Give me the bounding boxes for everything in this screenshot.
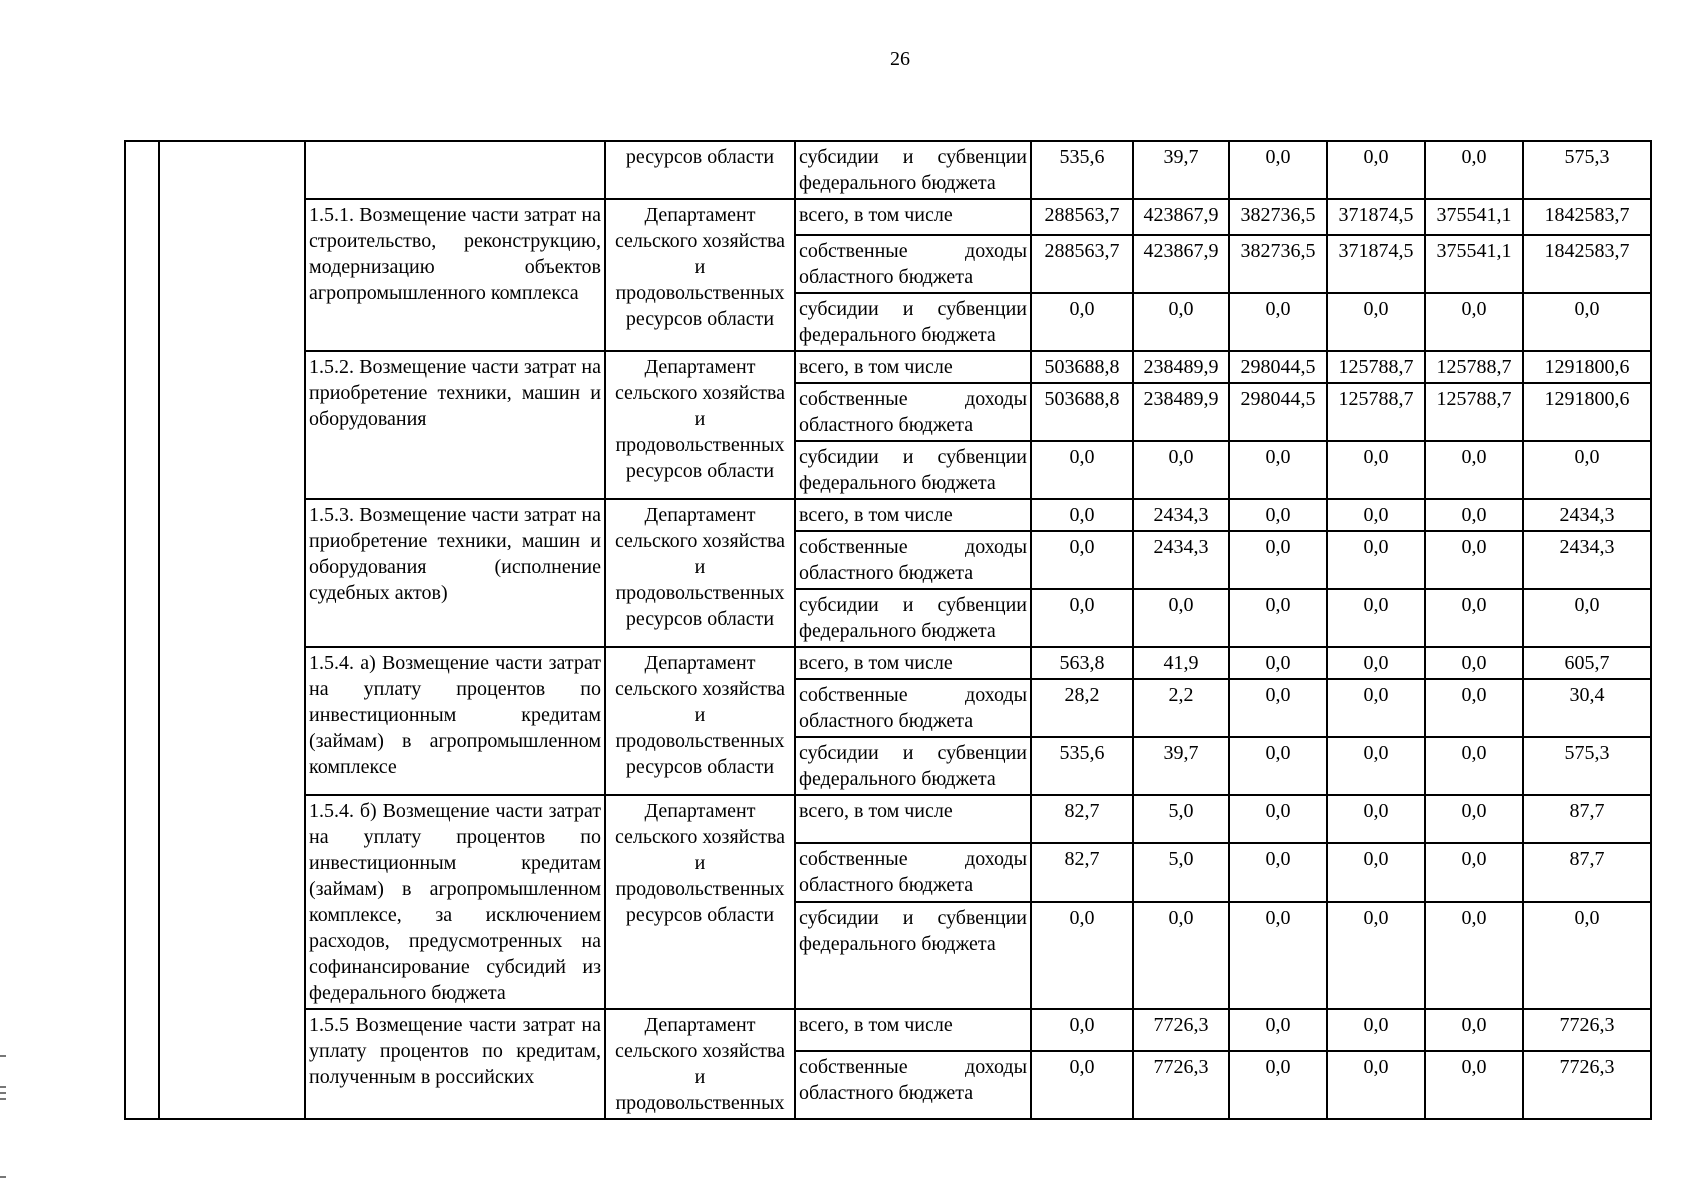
year-value-cell: 535,6	[1031, 141, 1133, 199]
year-value-cell: 0,0	[1031, 1009, 1133, 1051]
year-value-cell: 7726,3	[1133, 1009, 1229, 1051]
year-value-cell: 2,2	[1133, 679, 1229, 737]
total-value-cell: 7726,3	[1523, 1051, 1651, 1119]
year-value-cell: 0,0	[1229, 499, 1327, 531]
year-value-cell: 0,0	[1425, 679, 1523, 737]
empty-cell	[159, 141, 305, 1119]
year-value-cell: 2434,3	[1133, 531, 1229, 589]
total-value-cell: 2434,3	[1523, 499, 1651, 531]
year-value-cell: 0,0	[1229, 441, 1327, 499]
executor-cell: Департамент сельского хозяйства и продовольственных	[605, 1009, 795, 1119]
funding-source-cell: субсидии и субвенции федерального бюджета	[795, 441, 1031, 499]
funding-source-cell: субсидии и субвенции федерального бюджета	[795, 293, 1031, 351]
year-value-cell: 0,0	[1327, 589, 1425, 647]
executor-cell: Департамент сельского хозяйства и продовольственных ресурсов области	[605, 351, 795, 499]
total-value-cell: 1842583,7	[1523, 235, 1651, 293]
executor-cell: Департамент сельского хозяйства и продовольственных ресурсов области	[605, 499, 795, 647]
year-value-cell: 125788,7	[1327, 383, 1425, 441]
empty-cell	[125, 141, 159, 1119]
year-value-cell: 288563,7	[1031, 199, 1133, 235]
year-value-cell: 0,0	[1229, 902, 1327, 1009]
year-value-cell: 423867,9	[1133, 199, 1229, 235]
funding-source-cell: субсидии и субвенции федерального бюджета	[795, 737, 1031, 795]
year-value-cell: 39,7	[1133, 141, 1229, 199]
year-value-cell: 0,0	[1425, 902, 1523, 1009]
margin-mark	[0, 1055, 6, 1057]
year-value-cell: 298044,5	[1229, 351, 1327, 383]
year-value-cell: 503688,8	[1031, 351, 1133, 383]
funding-source-cell: всего, в том числе	[795, 795, 1031, 843]
measure-name-cell: 1.5.5 Возмещение части затрат на уплату процентов по кредитам, полученным в российских	[305, 1009, 605, 1119]
total-value-cell: 0,0	[1523, 589, 1651, 647]
year-value-cell: 0,0	[1133, 441, 1229, 499]
total-value-cell: 575,3	[1523, 141, 1651, 199]
year-value-cell: 0,0	[1327, 679, 1425, 737]
margin-mark	[0, 1092, 6, 1094]
year-value-cell: 382736,5	[1229, 199, 1327, 235]
year-value-cell: 382736,5	[1229, 235, 1327, 293]
table-row	[125, 795, 1651, 843]
year-value-cell: 0,0	[1229, 795, 1327, 843]
year-value-cell: 82,7	[1031, 843, 1133, 902]
year-value-cell: 0,0	[1327, 293, 1425, 351]
funding-source-cell: всего, в том числе	[795, 199, 1031, 235]
total-value-cell: 605,7	[1523, 647, 1651, 679]
year-value-cell: 238489,9	[1133, 351, 1229, 383]
year-value-cell: 0,0	[1031, 499, 1133, 531]
year-value-cell: 0,0	[1327, 1051, 1425, 1119]
year-value-cell: 0,0	[1229, 1009, 1327, 1051]
year-value-cell: 0,0	[1425, 1051, 1523, 1119]
year-value-cell: 0,0	[1327, 531, 1425, 589]
year-value-cell: 0,0	[1327, 441, 1425, 499]
year-value-cell: 238489,9	[1133, 383, 1229, 441]
year-value-cell: 0,0	[1327, 647, 1425, 679]
year-value-cell: 0,0	[1425, 531, 1523, 589]
total-value-cell: 87,7	[1523, 843, 1651, 902]
table-row	[125, 647, 1651, 679]
funding-source-cell: собственные доходы областного бюджета	[795, 843, 1031, 902]
total-value-cell: 1291800,6	[1523, 351, 1651, 383]
margin-mark	[0, 1176, 6, 1178]
year-value-cell: 39,7	[1133, 737, 1229, 795]
year-value-cell: 0,0	[1327, 902, 1425, 1009]
total-value-cell: 87,7	[1523, 795, 1651, 843]
total-value-cell: 1291800,6	[1523, 383, 1651, 441]
table-row	[125, 199, 1651, 235]
year-value-cell: 371874,5	[1327, 199, 1425, 235]
year-value-cell: 0,0	[1327, 737, 1425, 795]
total-value-cell: 2434,3	[1523, 531, 1651, 589]
year-value-cell: 125788,7	[1425, 351, 1523, 383]
year-value-cell: 0,0	[1327, 141, 1425, 199]
year-value-cell: 535,6	[1031, 737, 1133, 795]
year-value-cell: 0,0	[1229, 293, 1327, 351]
year-value-cell: 503688,8	[1031, 383, 1133, 441]
table-row	[125, 351, 1651, 383]
year-value-cell: 0,0	[1425, 589, 1523, 647]
executor-cell: Департамент сельского хозяйства и продовольственных ресурсов области	[605, 647, 795, 795]
funding-source-cell: всего, в том числе	[795, 351, 1031, 383]
measure-name-cell	[305, 141, 605, 199]
total-value-cell: 0,0	[1523, 441, 1651, 499]
total-value-cell: 0,0	[1523, 293, 1651, 351]
measure-name-cell: 1.5.2. Возмещение части затрат на приобретение техники, машин и оборудования	[305, 351, 605, 499]
year-value-cell: 82,7	[1031, 795, 1133, 843]
funding-source-cell: собственные доходы областного бюджета	[795, 383, 1031, 441]
year-value-cell: 0,0	[1133, 293, 1229, 351]
table-row	[125, 1009, 1651, 1051]
year-value-cell: 125788,7	[1425, 383, 1523, 441]
table-body	[125, 141, 1651, 1119]
funding-source-cell: субсидии и субвенции федерального бюджета	[795, 902, 1031, 1009]
year-value-cell: 0,0	[1327, 843, 1425, 902]
year-value-cell: 125788,7	[1327, 351, 1425, 383]
total-value-cell: 0,0	[1523, 902, 1651, 1009]
executor-cell: Департамент сельского хозяйства и продовольственных ресурсов области	[605, 199, 795, 351]
year-value-cell: 0,0	[1031, 531, 1133, 589]
year-value-cell: 7726,3	[1133, 1051, 1229, 1119]
measure-name-cell: 1.5.1. Возмещение части затрат на строительство, реконструкцию, модернизацию объектов агропромышленного комплекса	[305, 199, 605, 351]
year-value-cell: 0,0	[1425, 141, 1523, 199]
year-value-cell: 0,0	[1229, 141, 1327, 199]
year-value-cell: 0,0	[1229, 1051, 1327, 1119]
year-value-cell: 375541,1	[1425, 235, 1523, 293]
year-value-cell: 0,0	[1031, 293, 1133, 351]
total-value-cell: 30,4	[1523, 679, 1651, 737]
year-value-cell: 423867,9	[1133, 235, 1229, 293]
measure-name-cell: 1.5.3. Возмещение части затрат на приобретение техники, машин и оборудования (исполнение судебных актов)	[305, 499, 605, 647]
year-value-cell: 0,0	[1133, 902, 1229, 1009]
funding-source-cell: собственные доходы областного бюджета	[795, 679, 1031, 737]
year-value-cell: 0,0	[1425, 795, 1523, 843]
year-value-cell: 0,0	[1425, 441, 1523, 499]
year-value-cell: 28,2	[1031, 679, 1133, 737]
table-row	[125, 499, 1651, 531]
year-value-cell: 41,9	[1133, 647, 1229, 679]
funding-source-cell: собственные доходы областного бюджета	[795, 235, 1031, 293]
year-value-cell: 288563,7	[1031, 235, 1133, 293]
year-value-cell: 0,0	[1425, 647, 1523, 679]
executor-cell: ресурсов области	[605, 141, 795, 199]
year-value-cell: 5,0	[1133, 795, 1229, 843]
year-value-cell: 0,0	[1229, 589, 1327, 647]
year-value-cell: 0,0	[1031, 589, 1133, 647]
total-value-cell: 1842583,7	[1523, 199, 1651, 235]
funding-source-cell: всего, в том числе	[795, 647, 1031, 679]
funding-source-cell: субсидии и субвенции федерального бюджета	[795, 589, 1031, 647]
year-value-cell: 563,8	[1031, 647, 1133, 679]
total-value-cell: 7726,3	[1523, 1009, 1651, 1051]
executor-cell: Департамент сельского хозяйства и продовольственных ресурсов области	[605, 795, 795, 1009]
margin-mark	[0, 1086, 6, 1088]
year-value-cell: 0,0	[1031, 1051, 1133, 1119]
funding-source-cell: всего, в том числе	[795, 1009, 1031, 1051]
year-value-cell: 0,0	[1229, 843, 1327, 902]
year-value-cell: 0,0	[1425, 1009, 1523, 1051]
funding-source-cell: собственные доходы областного бюджета	[795, 1051, 1031, 1119]
total-value-cell: 575,3	[1523, 737, 1651, 795]
measure-name-cell: 1.5.4. б) Возмещение части затрат на уплату процентов по инвестиционным кредитам (займам) в агропромышленном комплексе, за исключением расходов, предусмотренных на софинансирование субсидий из федерального бюджета	[305, 795, 605, 1009]
year-value-cell: 298044,5	[1229, 383, 1327, 441]
year-value-cell: 0,0	[1229, 737, 1327, 795]
budget-table	[124, 140, 1652, 1120]
year-value-cell: 0,0	[1133, 589, 1229, 647]
year-value-cell: 0,0	[1229, 679, 1327, 737]
year-value-cell: 0,0	[1425, 843, 1523, 902]
year-value-cell: 0,0	[1425, 737, 1523, 795]
year-value-cell: 0,0	[1229, 531, 1327, 589]
year-value-cell: 0,0	[1327, 499, 1425, 531]
year-value-cell: 375541,1	[1425, 199, 1523, 235]
year-value-cell: 0,0	[1031, 441, 1133, 499]
year-value-cell: 0,0	[1229, 647, 1327, 679]
year-value-cell: 0,0	[1425, 293, 1523, 351]
table-row	[125, 141, 1651, 199]
funding-source-cell: субсидии и субвенции федерального бюджета	[795, 141, 1031, 199]
year-value-cell: 5,0	[1133, 843, 1229, 902]
year-value-cell: 0,0	[1327, 1009, 1425, 1051]
year-value-cell: 371874,5	[1327, 235, 1425, 293]
margin-mark	[0, 1098, 6, 1100]
year-value-cell: 0,0	[1327, 795, 1425, 843]
measure-name-cell: 1.5.4. а) Возмещение части затрат на уплату процентов по инвестиционным кредитам (займам) в агропромышленном комплексе	[305, 647, 605, 795]
page-number: 26	[890, 48, 910, 70]
year-value-cell: 0,0	[1425, 499, 1523, 531]
funding-source-cell: всего, в том числе	[795, 499, 1031, 531]
year-value-cell: 0,0	[1031, 902, 1133, 1009]
funding-source-cell: собственные доходы областного бюджета	[795, 531, 1031, 589]
year-value-cell: 2434,3	[1133, 499, 1229, 531]
